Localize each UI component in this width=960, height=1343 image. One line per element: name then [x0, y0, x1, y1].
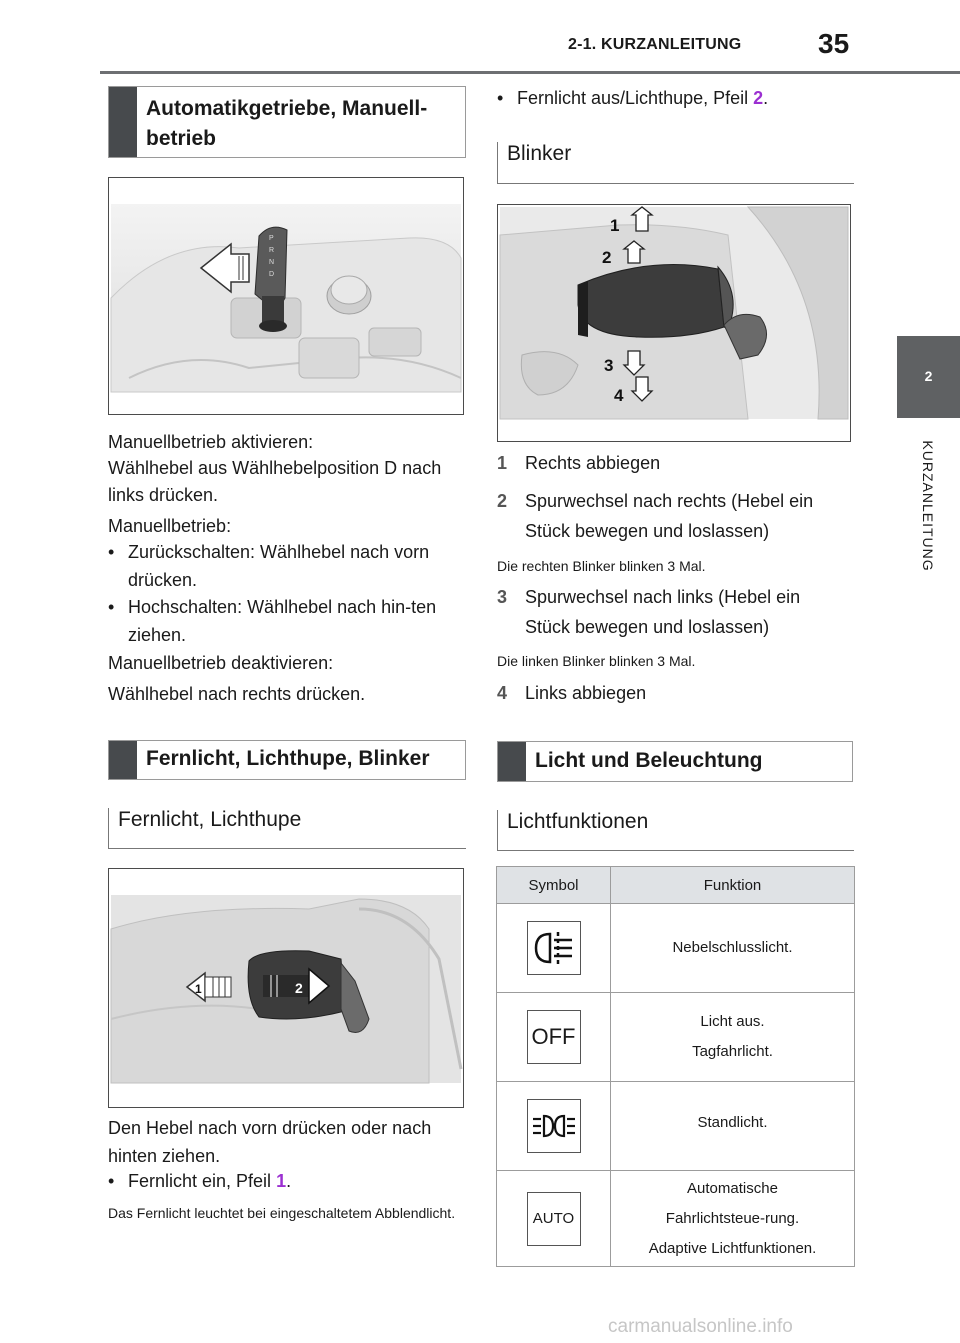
signal-label-3: 3	[604, 356, 614, 375]
chapter-label: KURZANLEITUNG	[920, 440, 936, 572]
bullet-downshift	[108, 538, 464, 594]
note-right-blink: Die rechten Blinker blinken 3 Mal.	[497, 558, 706, 574]
bullet-upshift-text: Hochschalten: Wählhebel nach hin-ten ziehen.	[128, 597, 437, 645]
section-heading-bar	[109, 741, 137, 779]
function-text: Licht aus.	[700, 1013, 765, 1030]
note-high-beam: Das Fernlicht leuchtet bei eingeschaltetem Abblendlicht.	[108, 1205, 456, 1221]
fog-light-icon	[527, 921, 581, 975]
table-header-row	[497, 867, 855, 904]
section-heading-text: Licht und Beleuchtung	[535, 749, 763, 772]
turn-signal-item-text: Spurwechsel nach links (Hebel ein Stück bewegen und loslassen)	[525, 587, 801, 637]
page-number: 35	[818, 28, 850, 59]
header-divider	[100, 71, 960, 74]
function-text: Standlicht.	[697, 1114, 768, 1131]
section-heading-light-functions	[497, 741, 853, 782]
chapter-tab[interactable]	[897, 336, 960, 418]
turn-signal-item	[497, 448, 853, 478]
arrow-reference-2: 2	[753, 88, 764, 108]
signal-label-1: 1	[610, 216, 620, 235]
gear-selector-illustration	[109, 178, 463, 414]
parking-light-icon	[527, 1099, 581, 1153]
figure-turn-signal-stalk	[497, 204, 851, 442]
section-heading-bar	[498, 742, 526, 781]
turn-signal-item-number: 1	[497, 453, 508, 473]
function-text: Tagfahrlicht.	[692, 1043, 773, 1060]
watermark: carmanualsonline.info	[608, 1316, 793, 1337]
function-text: Adaptive Lichtfunktionen.	[648, 1239, 817, 1257]
section-heading-transmission	[108, 86, 466, 158]
bullet-dot: •	[497, 88, 504, 108]
turn-signal-item-text: Rechts abbiegen	[525, 453, 661, 473]
turn-signal-item	[497, 582, 853, 642]
turn-signal-item-number: 3	[497, 587, 508, 607]
light-functions-table	[496, 866, 855, 1267]
bullet-dot: •	[108, 1171, 115, 1191]
paragraph-push-pull: Den Hebel nach vorn drücken oder nach hinten ziehen.	[108, 1118, 432, 1166]
function-text: Nebelschlusslicht.	[672, 939, 793, 956]
bullet-downshift-text: Zurückschalten: Wählhebel nach vorn drücken.	[128, 542, 430, 590]
header-section-title: 2-1. KURZANLEITUNG	[568, 36, 742, 53]
arrow-label-1: 1	[195, 982, 202, 996]
table-row	[497, 904, 855, 993]
subheading-turn-signal: Blinker	[497, 142, 854, 184]
chapter-number: 2	[924, 368, 933, 384]
section-heading-lights	[108, 740, 466, 780]
paragraph-selector-left: Wählhebel aus Wählhebelposition D nach links drücken.	[108, 458, 442, 505]
section-heading-bar	[109, 87, 137, 157]
arrow-label-2: 2	[295, 980, 303, 996]
column-header-symbol: Symbol	[497, 867, 611, 904]
turn-signal-item	[497, 678, 853, 708]
bullet-dot: •	[108, 542, 115, 562]
paragraph-selector-right: Wählhebel nach rechts drücken.	[108, 684, 366, 704]
turn-signal-illustration	[498, 205, 850, 441]
svg-text:D: D	[269, 271, 275, 278]
svg-text:R: R	[269, 247, 275, 254]
auto-light-symbol: AUTO	[527, 1192, 581, 1246]
svg-text:N: N	[269, 259, 275, 266]
table-row	[497, 1171, 855, 1267]
paragraph-deactivate-manual: Manuellbetrieb deaktivieren:	[108, 653, 334, 673]
signal-label-2: 2	[602, 248, 612, 267]
bullet-high-beam-on-text: Fernlicht ein, Pfeil	[128, 1171, 272, 1191]
figure-gear-selector	[108, 177, 464, 415]
turn-signal-item-number: 4	[497, 683, 508, 703]
figure-high-beam-stalk	[108, 868, 464, 1108]
turn-signal-item-number: 2	[497, 491, 508, 511]
section-heading-text: Automatikgetriebe, Manuell-betrieb	[146, 97, 428, 150]
section-heading-text: Fernlicht, Lichthupe, Blinker	[146, 747, 430, 770]
bullet-dot: •	[108, 597, 115, 617]
column-header-function: Funktion	[611, 867, 855, 904]
signal-label-4: 4	[614, 386, 624, 405]
turn-signal-item-text: Links abbiegen	[525, 683, 647, 703]
turn-signal-item-text: Spurwechsel nach rechts (Hebel ein Stück bewegen und loslassen)	[525, 491, 814, 541]
paragraph-manual-mode: Manuellbetrieb:	[108, 516, 232, 536]
light-off-symbol: OFF	[527, 1010, 581, 1064]
bullet-high-beam-on: • Fernlicht ein, Pfeil 1.	[108, 1167, 464, 1195]
bullet-high-beam-off: • Fernlicht aus/Lichthupe, Pfeil 2.	[497, 84, 853, 112]
table-row	[497, 993, 855, 1082]
note-left-blink: Die linken Blinker blinken 3 Mal.	[497, 653, 696, 669]
svg-text:P: P	[269, 235, 274, 242]
subheading-light-functions: Lichtfunktionen	[497, 810, 854, 851]
table-row	[497, 1082, 855, 1171]
subheading-high-beam: Fernlicht, Lichthupe	[108, 808, 466, 849]
bullet-upshift	[108, 593, 464, 649]
turn-signal-item	[497, 486, 853, 546]
arrow-reference-1: 1	[276, 1171, 287, 1191]
high-beam-stalk-illustration	[109, 869, 463, 1107]
function-text: Automatische Fahrlichtsteue-rung.	[665, 1179, 800, 1227]
paragraph-activate-manual: Manuellbetrieb aktivieren:	[108, 432, 314, 452]
bullet-high-beam-off-text: Fernlicht aus/Lichthupe, Pfeil	[517, 88, 749, 108]
